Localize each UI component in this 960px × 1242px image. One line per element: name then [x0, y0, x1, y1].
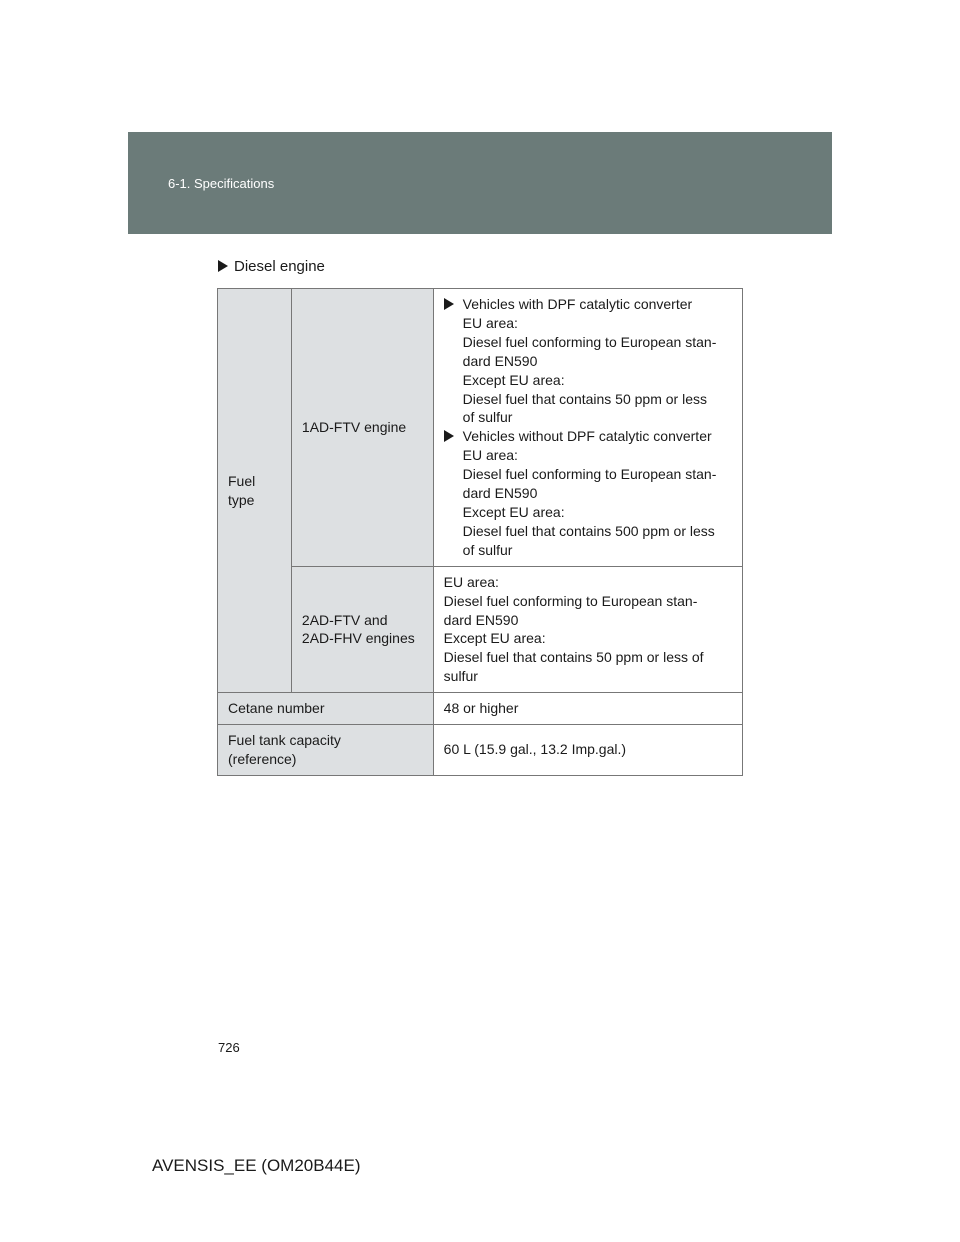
engine2-name: 2AD-FTV and 2AD-FHV engines	[291, 566, 433, 692]
tank-value: 60 L (15.9 gal., 13.2 Imp.gal.)	[433, 725, 742, 776]
spec-line: dard EN590	[462, 485, 538, 502]
engine1-spec	[433, 289, 742, 567]
spec-line: EU area:	[443, 573, 499, 590]
spec-line: dard EN590	[443, 611, 519, 628]
spec-line: Diesel fuel conforming to European stan-	[462, 466, 717, 483]
spec-line: of sulfur	[462, 409, 513, 426]
header-band	[128, 132, 832, 234]
bullet-title: Vehicles with DPF catalytic converter	[462, 296, 693, 312]
spec-line: Diesel fuel conforming to European stan-	[443, 592, 698, 609]
spec-line: sulfur	[443, 668, 478, 685]
cetane-value: 48 or higher	[433, 693, 742, 725]
spec-line: Diesel fuel conforming to European stan-	[462, 333, 717, 350]
triangle-bullet-icon	[444, 430, 454, 442]
engine1-name: 1AD-FTV engine	[291, 289, 433, 567]
table-row	[218, 693, 743, 725]
bullet-title: Vehicles without DPF catalytic converter	[462, 428, 712, 445]
engine2-spec	[433, 566, 742, 692]
table-row	[218, 289, 743, 567]
triangle-bullet-icon	[218, 260, 228, 272]
list-item	[444, 427, 732, 559]
cetane-label: Cetane number	[218, 693, 434, 725]
fuel-type-label: Fuel type	[218, 289, 292, 693]
table-row	[218, 566, 743, 692]
spec-line: EU area:	[462, 447, 518, 464]
heading-text: Diesel engine	[234, 258, 325, 275]
spec-line: Except EU area:	[462, 371, 565, 388]
spec-line: Except EU area:	[462, 503, 565, 520]
spec-table	[217, 288, 743, 776]
section-title: 6-1. Specifications	[168, 176, 275, 191]
spec-line: EU area:	[462, 314, 518, 331]
spec-line: dard EN590	[462, 352, 538, 369]
triangle-bullet-icon	[444, 298, 454, 310]
list-item	[444, 295, 732, 427]
spec-line: Diesel fuel that contains 50 ppm or less	[462, 390, 708, 407]
section-heading	[218, 258, 325, 275]
footer-code: AVENSIS_EE (OM20B44E)	[152, 1156, 361, 1175]
spec-line: Diesel fuel that contains 50 ppm or less of	[443, 649, 704, 666]
spec-line: Except EU area:	[443, 630, 546, 647]
table-row	[218, 725, 743, 776]
spec-line: Diesel fuel that contains 500 ppm or less	[462, 522, 715, 539]
spec-line: of sulfur	[462, 541, 513, 558]
tank-label: Fuel tank capacity (reference)	[218, 725, 434, 776]
page-number: 726	[218, 1040, 240, 1055]
